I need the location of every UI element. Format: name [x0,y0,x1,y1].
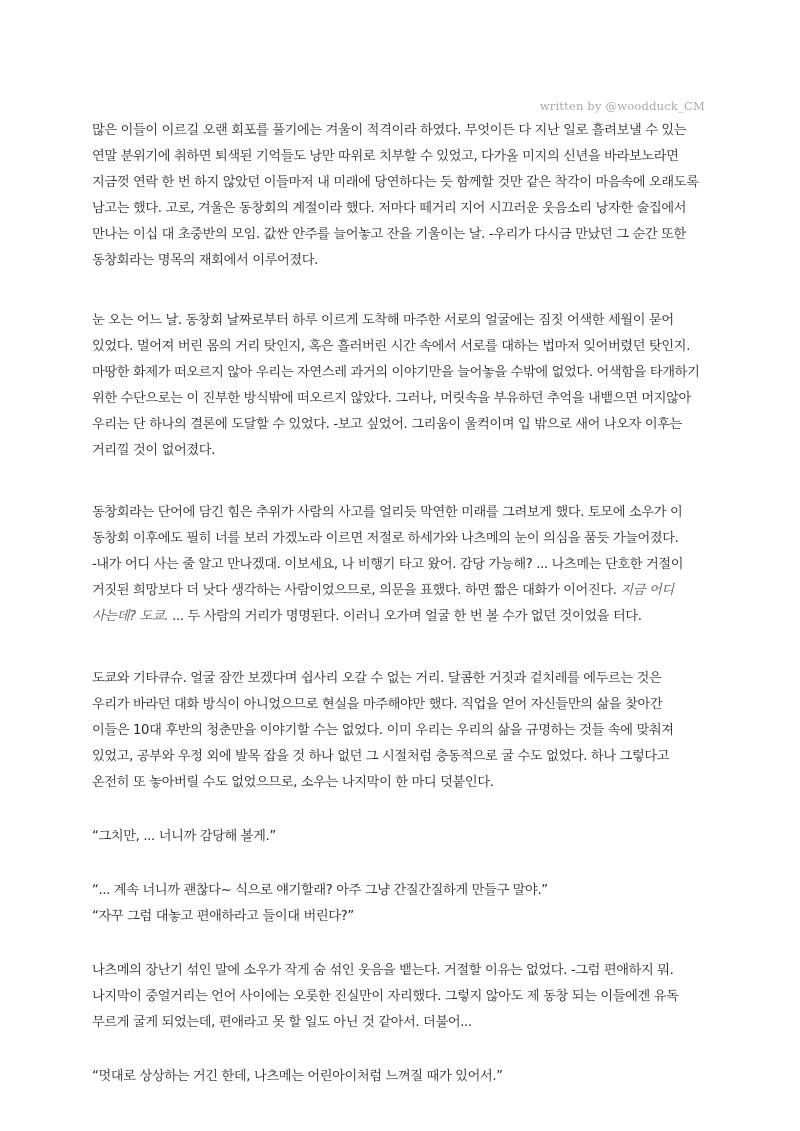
text-line: 이들은 10대 후반의 청춘만을 이야기할 수는 없었다. 이미 우리는 우리의 삶을 규명하는 것들 속에 맞춰져 [92,723,674,738]
text-line: 온전히 또 놓아버릴 수도 없었으므로, 소우는 나지막이 한 마디 덧붙인다. [92,775,494,790]
paragraph-3 [92,500,722,630]
dialogue-line: “그치만, ... 너니까 감당해 볼게.” [92,829,276,844]
text-run: 거짓된 희망보다 더 낫다 생각하는 사람이었으므로, 의문을 표했다. 하면 짧은 대화가 이어진다. [92,583,617,598]
paragraph-gap [92,930,722,958]
paragraph-gap [92,1036,722,1064]
text-line: 지금껏 연락 한 번 하지 않았던 이들마저 내 미래에 당연하다는 듯 함께할 것만 같은 착각이 마음속에 오래도록 [92,175,699,190]
text-line: 만나는 이십 대 초중반의 모임. 값싼 안주를 늘어놓고 잔을 기울이는 날. -우리가 다시금 만났던 그 순간 또한 [92,227,686,242]
text-line: 연말 분위기에 취하면 퇴색된 기억들도 낭만 따위로 치부할 수 있었고, 다가올 미지의 신년을 바라보노라면 [92,149,679,164]
text-line: 마땅한 화제가 떠오르지 않아 우리는 자연스레 과거의 이야기만을 늘어놓을 수밖에 없었다. 어색함을 타개하기 [92,365,700,380]
text-line [92,578,722,604]
text-line: 도쿄와 기타큐슈. 얼굴 잠깐 보겠다며 쉽사리 오갈 수 없는 거리. 달콤한 거짓과 겉치레를 에두르는 것은 [92,671,662,686]
text-line: 무르게 굴게 되었는데, 편애라고 못 할 일도 아닌 것 같아서. 더불어... [92,1015,472,1030]
dialogue-line: “... 계속 너니까 괜찮다~ 식으로 얘기할래? 아주 그냥 간질간질하게 만들구 말야.” [92,883,548,898]
text-line: 거리낄 것이 없어졌다. [92,443,216,458]
paragraph-4 [92,666,722,796]
dialogue-line: “멋대로 상상하는 거긴 한데, 나츠메는 어린아이처럼 느껴질 때가 있어서.” [92,1069,503,1084]
text-line [92,604,722,630]
text-line: 나츠메의 장난기 섞인 말에 소우가 작게 숨 섞인 웃음을 뱉는다. 거절할 이유는 없었다. -그럼 편애하지 뭐. [92,963,674,978]
paragraph-1 [92,118,722,274]
text-line: 눈 오는 어느 날. 동창회 날짜로부터 하루 이르게 도착해 마주한 서로의 얼굴에는 짐짓 어색한 세월이 묻어 [92,313,674,328]
text-line: 나지막이 중얼거리는 언어 사이에는 오롯한 진실만이 자리했다. 그렇지 않아도 제 동창 되는 이들에겐 유독 [92,989,679,1004]
text-line: 동창회라는 명목의 재회에서 이루어졌다. [92,253,318,268]
italic-quote: 지금 어디 [620,583,674,598]
paragraph-gap [92,796,722,824]
text-run: ... 두 사람의 거리가 명명된다. 이러니 오가며 얼굴 한 번 볼 수가 없던 것이었을 터다. [168,609,642,624]
text-line: 남고는 했다. 고로, 겨울은 동창회의 계절이라 했다. 저마다 떼거리 지어 시끄러운 웃음소리 낭자한 술집에서 [92,201,687,216]
text-line: 동창회 이후에도 필히 너를 보러 가겠노라 이르면 저절로 하세가와 나츠메의 눈이 의심을 품듯 가늘어졌다. [92,531,679,546]
author-credit: written by @woodduck_CM [539,99,705,113]
paragraph-5 [92,958,722,1036]
text-line: 있었다. 멀어져 버린 몸의 거리 탓인지, 혹은 흘러버린 시간 속에서 서로를 대하는 법마저 잊어버렸던 탓인지. [92,339,691,354]
story-body [92,118,722,1090]
text-line: 있었고, 공부와 우정 외에 발목 잡을 것 하나 없던 그 시절처럼 충동적으로 굴 수도 없었다. 하나 그렇다고 [92,749,670,764]
dialogue-line: “자꾸 그럼 대놓고 편애하라고 들이대 버린다?” [92,909,354,924]
text-line: 동창회라는 단어에 담긴 힘은 추위가 사람의 사고를 얼리듯 막연한 미래를 그려보게 했다. 토모에 소우가 이 [92,505,683,520]
text-line: 우리는 단 하나의 결론에 도달할 수 있었다. -보고 싶었어. 그리움이 울컥이며 입 밖으로 새어 나오자 이후는 [92,417,683,432]
paragraph-gap [92,464,722,500]
paragraph-gap [92,274,722,308]
text-line: 많은 이들이 이르길 오랜 회포를 풀기에는 겨울이 적격이라 하였다. 무엇이든 다 지난 일로 흘려보낼 수 있는 [92,123,687,138]
paragraph-2 [92,308,722,464]
paragraph-gap [92,630,722,666]
text-line: -내가 어디 사는 줄 알고 만나겠대. 이보세요, 나 비행기 타고 왔어. 감당 가능해? ... 나츠메는 단호한 거절이 [92,557,684,572]
text-line: 위한 수단으로는 이 진부한 방식밖에 떠오르지 않았다. 그러나, 머릿속을 부유하던 추억을 내뱉으면 머지않아 [92,391,691,406]
text-line: 우리가 바라던 대화 방식이 아니었으므로 현실을 마주해야만 했다. 직업을 얻어 자신들만의 삶을 찾아간 [92,697,663,712]
italic-quote: 사는데? 도쿄. [92,609,169,624]
paragraph-gap [92,850,722,878]
